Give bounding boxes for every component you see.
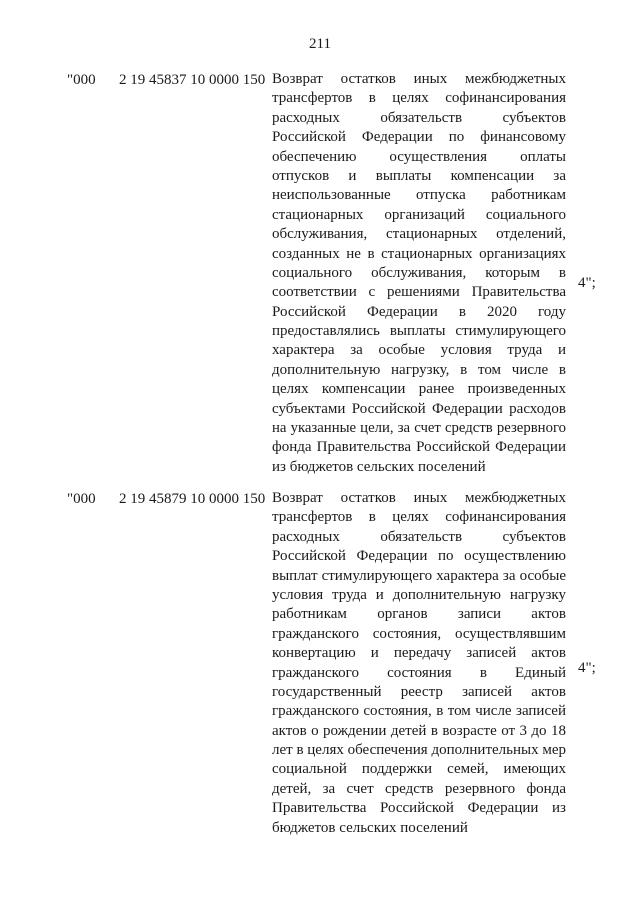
- description-line: отпусков и выплаты компенсации за: [272, 167, 566, 184]
- description-line: обеспечению осуществления оплаты: [272, 148, 566, 165]
- page-number: 211: [309, 36, 331, 52]
- description-line: гражданского состояния, в том числе записей: [272, 703, 566, 720]
- entry-description: [272, 70, 566, 477]
- description-line: обслуживания, стационарных отделений,: [272, 226, 566, 243]
- description-line: соответствии с решениями Правительства: [272, 284, 566, 301]
- description-line: гражданского состояния, осуществлявшим: [272, 625, 566, 642]
- entry-value: 4";: [578, 275, 596, 291]
- description-line: Возврат остатков иных межбюджетных: [272, 490, 566, 506]
- code-prefix: "000: [67, 491, 96, 507]
- code-prefix: "000: [67, 72, 96, 88]
- description-line: целях компенсации ранее произведенных: [272, 381, 566, 398]
- description-line: трансфертов в целях софинансирования: [272, 90, 566, 107]
- description-line: субъектами Российской Федерации расходов: [272, 400, 566, 417]
- description-line: Российской Федерации по осуществлению: [272, 548, 566, 565]
- entry-description: [272, 489, 566, 838]
- description-line: Возврат остатков иных межбюджетных: [272, 71, 566, 87]
- description-line: гражданского состояния в Единый: [272, 664, 566, 681]
- entry-value: 4";: [578, 660, 596, 676]
- description-line: актов о рождении детей в возрасте от 3 до 18: [272, 722, 566, 739]
- description-line: созданных не в стационарных организациях: [272, 245, 566, 262]
- description-line: стационарных организаций социального: [272, 206, 566, 223]
- description-line: условия труда и дополнительную нагрузку: [272, 586, 566, 603]
- description-line: расходных обязательств субъектов: [272, 528, 566, 545]
- budget-classification-code: 2 19 45837 10 0000 150: [119, 72, 266, 88]
- description-line: предоставлялись выплаты стимулирующего: [272, 323, 566, 340]
- description-line: из бюджетов сельских поселений: [272, 458, 486, 475]
- description-line: социального обслуживания, которым в: [272, 264, 566, 281]
- description-line: неиспользованные отпуска работникам: [272, 187, 566, 204]
- description-line: характера за особые условия труда и: [272, 342, 566, 359]
- description-line: Российской Федерации в 2020 году: [272, 303, 566, 320]
- description-line: бюджетов сельских поселений: [272, 819, 468, 836]
- description-line: расходных обязательств субъектов: [272, 109, 566, 126]
- description-line: конвертацию и передачу записей актов: [272, 645, 566, 662]
- description-line: лет в целях обеспечения дополнительных мер: [272, 742, 566, 759]
- description-line: государственный реестр записей актов: [272, 683, 566, 700]
- description-line: детей, за счет средств резервного фонда: [272, 780, 566, 797]
- budget-classification-code: 2 19 45879 10 0000 150: [119, 491, 266, 507]
- description-line: работникам органов записи актов: [272, 606, 566, 623]
- description-line: фонда Правительства Российской Федерации: [272, 439, 566, 456]
- description-line: трансфертов в целях софинансирования: [272, 509, 566, 526]
- description-line: социальной поддержки семей, имеющих: [272, 761, 566, 778]
- description-line: Российской Федерации по финансовому: [272, 129, 566, 146]
- description-line: выплат стимулирующего характера за особые: [272, 567, 566, 584]
- description-line: Правительства Российской Федерации из: [272, 800, 566, 817]
- description-line: на указанные цели, за счет средств резервного: [272, 420, 566, 437]
- description-line: дополнительную нагрузку, в том числе в: [272, 361, 566, 378]
